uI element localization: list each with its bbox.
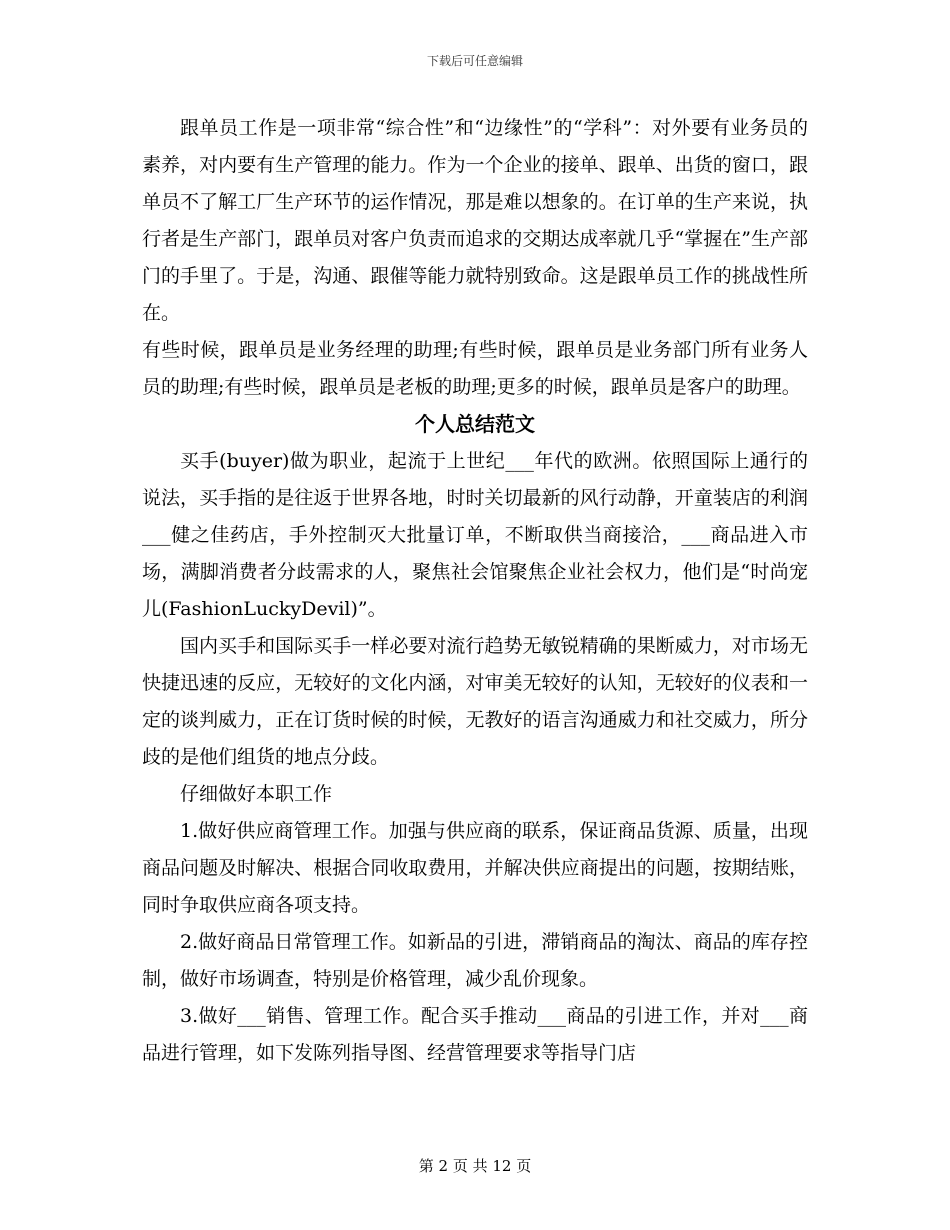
list-item-sales-management: 3.做好___销售、管理工作。配合买手推动___商品的引进工作，并对___商品进行管理，如下发陈列指导图、经营管理要求等指导门店 xyxy=(142,1005,808,1064)
document-body xyxy=(142,110,808,1072)
paragraph-do-job-well: 仔细做好本职工作 xyxy=(180,783,333,805)
paragraph-domestic-buyer: 国内买手和国际买手一样必要对流行趋势无敏锐精确的果断威力，对市场无快捷迅速的反应，无较好的文化内涵，对审美无较好的认知，无较好的仪表和一定的谈判威力，正在订货时候的时候，无教好的语言沟通威力和社交威力，所分歧的是他们组货的地点分歧。 xyxy=(142,635,808,768)
list-item-supplier-management: 1.做好供应商管理工作。加强与供应商的联系，保证商品货源、质量，出现商品问题及时解决、根据合同收取费用，并解决供应商提出的问题，按期结账，同时争取供应商各项支持。 xyxy=(142,820,808,916)
paragraph-merchandiser-assistant: 有些时候，跟单员是业务经理的助理;有些时候，跟单员是业务部门所有业务人员的助理;有些时候，跟单员是老板的助理;更多的时候，跟单员是客户的助理。 xyxy=(142,339,808,398)
page-number: 第 2 页 共 12 页 xyxy=(418,1157,532,1175)
paragraph-merchandiser-role: 跟单员工作是一项非常“综合性”和“边缘性”的“学科”：对外要有业务员的素养，对内要有生产管理的能力。作为一个企业的接单、跟单、出货的窗口，跟单员不了解工厂生产环节的运作情况，那是难以想象的。在订单的生产来说，执行者是生产部门，跟单员对客户负责而追求的交期达成率就几乎“掌握在”生产部门的手里了。于是，沟通、跟催等能力就特别致命。这是跟单员工作的挑战性所在。 xyxy=(142,117,808,324)
paragraph-buyer-origin: 买手(buyer)做为职业，起流于上世纪___年代的欧洲。依照国际上通行的说法，买手指的是往返于世界各地，时时关切最新的风行动静，开童装店的利润___健之佳药店，手外控制灭大批量订单，不断取供当商接洽，___商品进入市场，满脚消费者分歧需求的人，聚焦社会馆聚焦企业社会权力，他们是“时尚宠儿(FashionLuckyDevil)”。 xyxy=(142,450,808,620)
section-title: 个人总结范文 xyxy=(415,412,535,436)
page-header: 下载后可任意编辑 xyxy=(426,54,523,68)
list-item-daily-management: 2.做好商品日常管理工作。如新品的引进，滞销商品的淘汰、商品的库存控制，做好市场调查，特别是价格管理，减少乱价现象。 xyxy=(142,931,808,990)
